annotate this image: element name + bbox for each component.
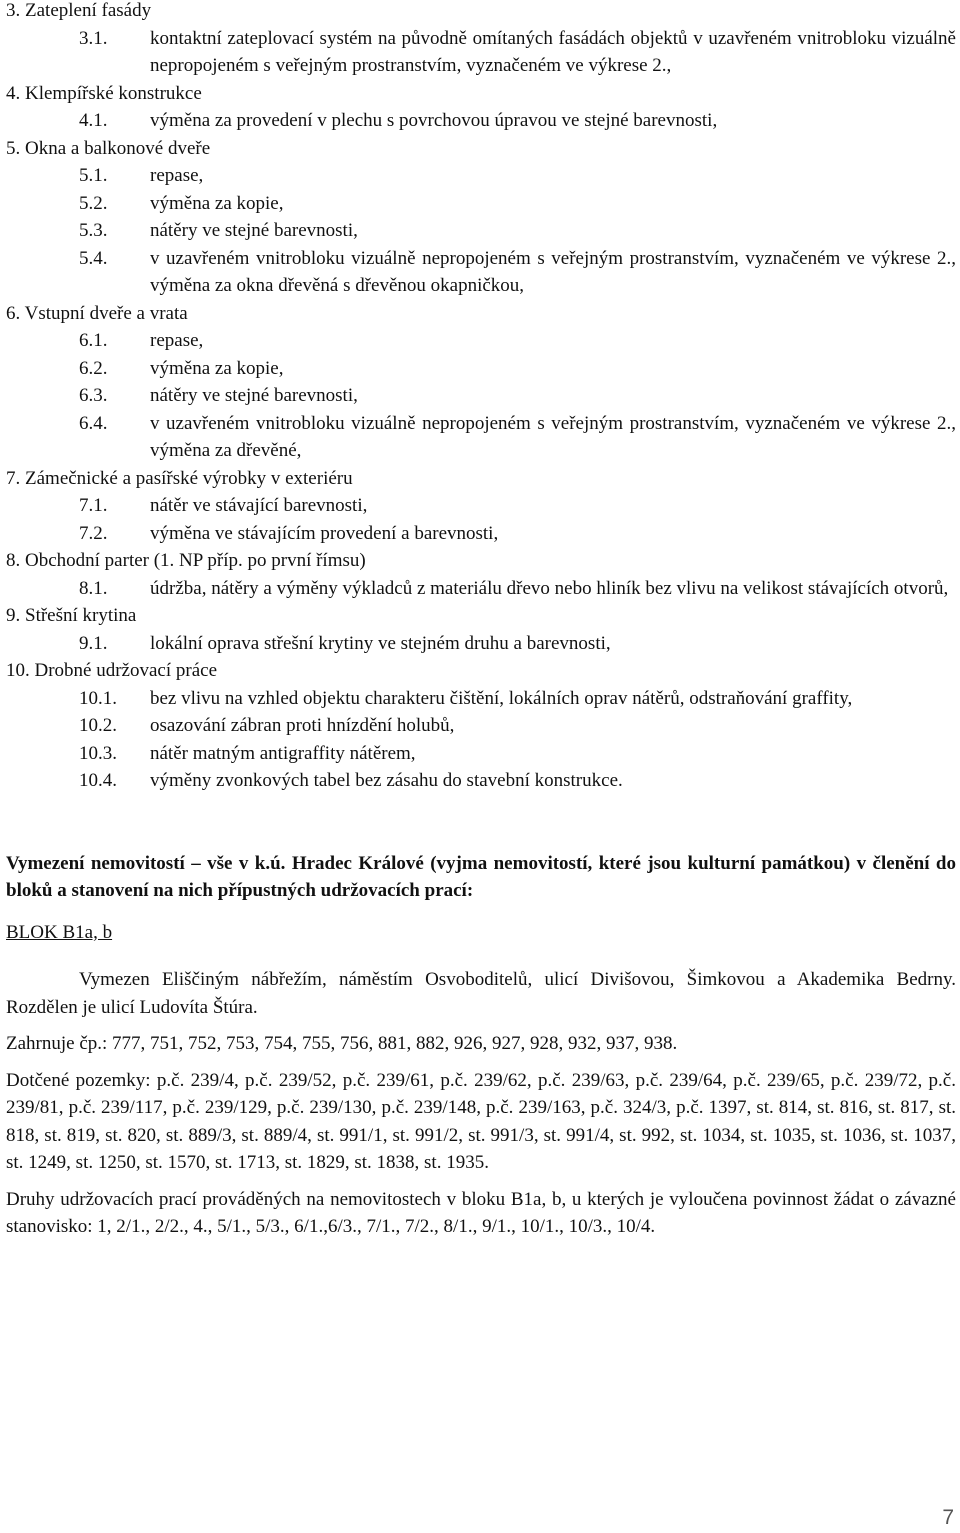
section-title: 8. Obchodní parter (1. NP příp. po první římsu) bbox=[6, 550, 366, 571]
block-title: BLOK B1a, b bbox=[6, 921, 113, 943]
item-text: výměna za kopie, bbox=[150, 357, 284, 379]
item-text: v uzavřeném vnitrobloku vizuálně nepropojeném s veřejným prostranstvím, vyznačeném ve výkrese 2., výměna za dřevěné, bbox=[150, 412, 956, 461]
list-item bbox=[6, 520, 956, 548]
list-item bbox=[6, 107, 956, 135]
list-item bbox=[6, 190, 956, 218]
item-text: kontaktní zateplovací systém na původně omítaných fasádách objektů v uzavřeném vnitrobloku vizuálně nepropojeném s veřejným prostranstvím, vyznačeném ve výkrese 2., bbox=[150, 27, 956, 76]
item-number: 10.4. bbox=[79, 770, 117, 791]
section-title: 4. Klempířské konstrukce bbox=[6, 82, 202, 104]
included-buildings: Zahrnuje čp.: 777, 751, 752, 753, 754, 755, 756, 881, 882, 926, 927, 928, 932, 937, 938. bbox=[6, 1033, 678, 1054]
page-number: 7 bbox=[942, 1505, 954, 1529]
item-number: 6.4. bbox=[79, 412, 108, 434]
list-item bbox=[6, 162, 956, 190]
item-text: nátěry ve stejné barevnosti, bbox=[150, 385, 358, 406]
item-text: nátěr matným antigraffity nátěrem, bbox=[150, 742, 416, 764]
list-item bbox=[6, 355, 956, 383]
item-number: 6.2. bbox=[79, 357, 108, 379]
item-number: 3.1. bbox=[79, 27, 108, 49]
item-number: 6.3. bbox=[79, 385, 108, 406]
affected-parcels: Dotčené pozemky: p.č. 239/4, p.č. 239/52, p.č. 239/61, p.č. 239/62, p.č. 239/63, p.č. 239/64, p.č. 239/65, p.č. 239/72, p.č. 239/81, p.č. 239/117, p.č. 239/129, p.č. 239/130, p.č. 239/148, p.č. 239/163, p.č. 324/3, p.č. 1397, st. 814, st. 816, st. 817, st. 818, st. 819, st. 820, st. 889/3, st. 889/4, st. 991/1, st. 991/2, st. 991/3, st. 991/4, st. 992, st. 1034, st. 1035, st. 1036, st. 1037, st. 1249, st. 1250, st. 1570, st. 1713, st. 1829, st. 1838, st. 1935. bbox=[6, 1069, 956, 1173]
item-number: 10.2. bbox=[79, 715, 117, 736]
item-text: repase, bbox=[150, 165, 204, 186]
section-title: 7. Zámečnické a pasířské výrobky v exteriéru bbox=[6, 467, 353, 489]
item-text: repase, bbox=[150, 330, 204, 351]
item-text: nátěr ve stávající barevnosti, bbox=[150, 495, 368, 516]
item-text: osazování zábran proti hnízdění holubů, bbox=[150, 715, 455, 736]
item-number: 5.1. bbox=[79, 165, 108, 186]
section-heading: Vymezení nemovitostí – vše v k.ú. Hradec Králové (vyjma nemovitostí, které jsou kulturní památkou) v členění do bloků a stanovení na nich přípustných udržovacích prací: bbox=[6, 852, 956, 901]
list-item bbox=[6, 740, 956, 768]
item-text: nátěry ve stejné barevnosti, bbox=[150, 220, 358, 241]
list-item bbox=[6, 492, 956, 520]
item-text: bez vlivu na vzhled objektu charakteru čištění, lokálních oprav nátěrů, odstraňování graffity, bbox=[150, 687, 853, 709]
item-number: 7.1. bbox=[79, 495, 108, 516]
block-description: Vymezen Eliščiným nábřežím, náměstím Osvoboditelů, ulicí Divišovou, Šimkovou a Akademika Bedrny. Rozdělen je ulicí Ludovíta Štúra. bbox=[6, 969, 956, 1018]
list-item bbox=[6, 767, 956, 795]
item-number: 5.3. bbox=[79, 220, 108, 241]
permitted-works: Druhy udržovacích prací prováděných na nemovitostech v bloku B1a, b, u kterých je vyloučena povinnost žádat o závazné stanovisko: 1, 2/1., 2/2., 4., 5/1., 5/3., 6/1.,6/3., 7/1., 7/2., 8/1., 9/1., 10/1., 10/3., 10/4. bbox=[6, 1188, 956, 1237]
maintenance-list bbox=[6, 0, 956, 795]
item-text: lokální oprava střešní krytiny ve stejném druhu a barevnosti, bbox=[150, 632, 611, 654]
item-number: 10.1. bbox=[79, 687, 117, 709]
item-text: výměny zvonkových tabel bez zásahu do stavební konstrukce. bbox=[150, 770, 623, 791]
item-number: 4.1. bbox=[79, 110, 108, 131]
item-number: 5.4. bbox=[79, 247, 108, 269]
item-text: výměna za provedení v plechu s povrchovou úpravou ve stejné barevnosti, bbox=[150, 110, 718, 131]
section-title: 9. Střešní krytina bbox=[6, 605, 137, 626]
document-page bbox=[6, 0, 956, 1250]
item-number: 5.2. bbox=[79, 192, 108, 214]
list-item bbox=[6, 575, 956, 603]
item-number: 6.1. bbox=[79, 330, 108, 351]
section-title: 6. Vstupní dveře a vrata bbox=[6, 302, 188, 324]
item-text: údržba, nátěry a výměny výkladců z materiálu dřevo nebo hliník bez vlivu na velikost stávajících otvorů, bbox=[150, 577, 949, 599]
section-title: 10. Drobné udržovací práce bbox=[6, 660, 218, 681]
list-item bbox=[6, 410, 956, 465]
item-text: výměna ve stávajícím provedení a barevnosti, bbox=[150, 522, 499, 544]
item-number: 10.3. bbox=[79, 742, 117, 764]
section-title: 3. Zateplení fasády bbox=[6, 0, 152, 21]
item-text: výměna za kopie, bbox=[150, 192, 284, 214]
list-item bbox=[6, 327, 956, 355]
list-item bbox=[6, 382, 956, 410]
item-number: 8.1. bbox=[79, 577, 108, 599]
list-item bbox=[6, 25, 956, 80]
list-item bbox=[6, 217, 956, 245]
list-item bbox=[6, 712, 956, 740]
list-item bbox=[6, 685, 956, 713]
section-title: 5. Okna a balkonové dveře bbox=[6, 137, 211, 159]
list-item bbox=[6, 245, 956, 300]
item-number: 9.1. bbox=[79, 632, 108, 654]
item-number: 7.2. bbox=[79, 522, 108, 544]
list-item bbox=[6, 630, 956, 658]
item-text: v uzavřeném vnitrobloku vizuálně nepropojeném s veřejným prostranstvím, vyznačeném ve výkrese 2., výměna za okna dřevěná s dřevěnou okapničkou, bbox=[150, 247, 956, 296]
